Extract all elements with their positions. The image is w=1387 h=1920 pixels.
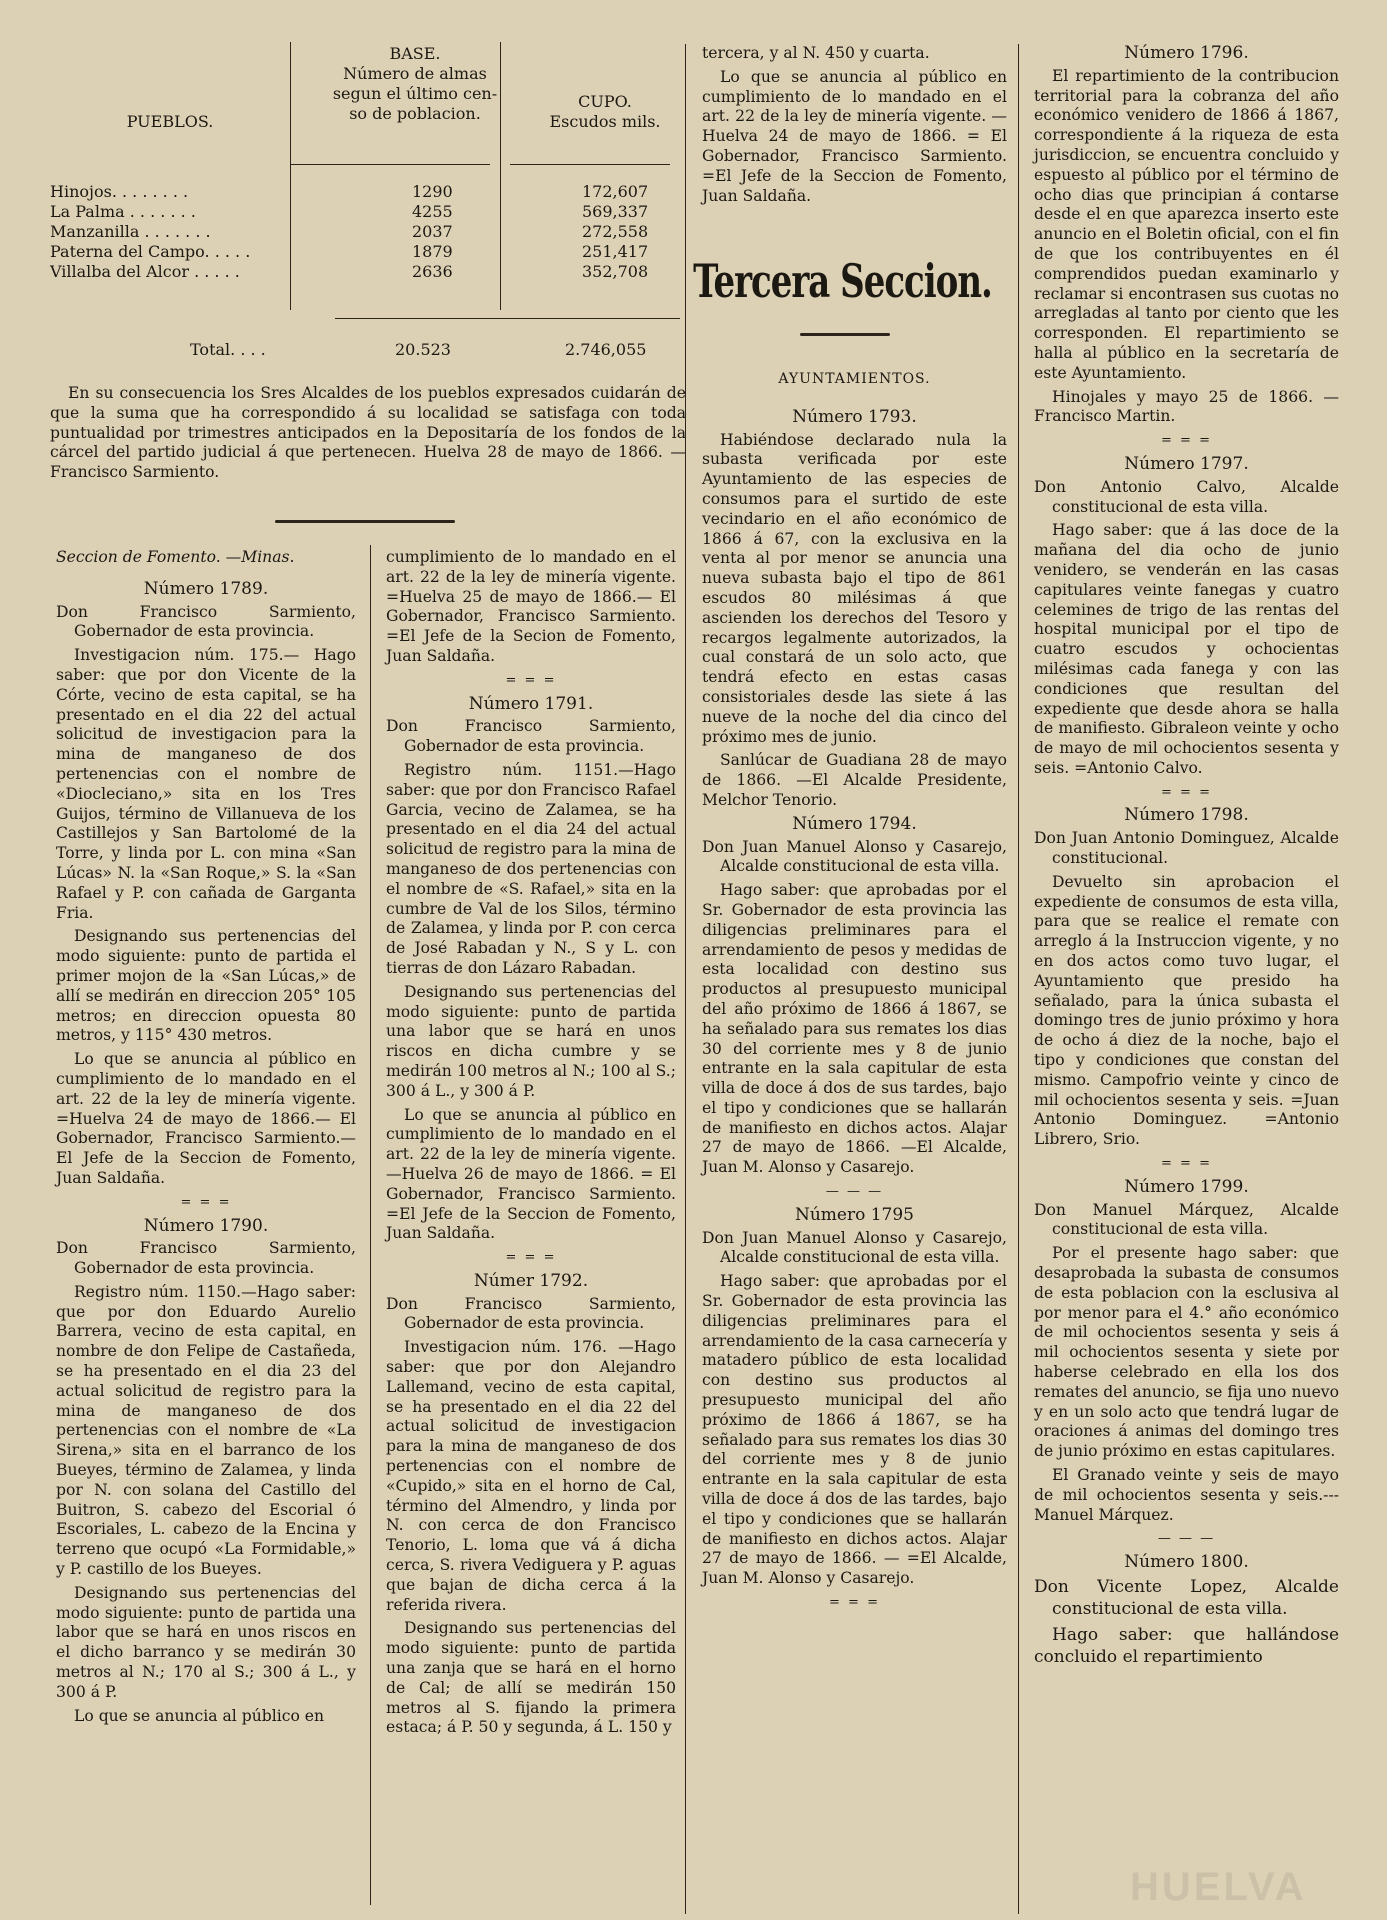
notice-paragraph: Registro núm. 1151.—Hago saber: que por don Francisco Rafael Garcia, vecino de Zalamea, se ha presentado en el dia 24 del actual solicitud de registro para la mina de manganeso de dos pertenencias con el nombre de «S. Rafael,» sita en la cumbre de Val de los Silos, término de Zalamea, y linda por P. con cerca de José Rabadan y N., S y L. con tierras de don Lázaro Rabadan. <box>386 760 676 977</box>
notice-author: Don Francisco Sarmiento, Gobernador de esta provincia. <box>386 1294 676 1333</box>
notice-paragraph: Investigacion núm. 175.— Hago saber: que por don Vicente de la Córte, vecino de esta capital, se ha presentado en el dia 22 del actual solicitud de investigacion para la mina de manganeso de dos pertenencias con el nombre de «Diocleciano,» sita en los Tres Guijos, término de Villanueva de los Castillejos y San Bartolomé de la Torre, y linda por L. con mina «San Lúcas» N. la «San Roque,» S. la «San Rafael y P. con cañada de Garganta Fria. <box>56 646 356 922</box>
archive-stamp: HUELVA <box>1130 1865 1307 1909</box>
notice-paragraph: Lo que se anuncia al público en cumplimiento de lo mandado en el art. 22 de la ley de minería vigente. —Huelva 24 de mayo de 1866. = El Gobernador, Francisco Sarmiento. =El Jefe de la Seccion de Fomento, Juan Saldaña. <box>702 67 1007 205</box>
table-total-row <box>50 340 690 360</box>
cupo-value: 272,558 <box>582 222 649 241</box>
column-4 <box>1034 44 1339 1672</box>
notice-number: Número 1796. <box>1124 43 1249 63</box>
almas-value: 1290 <box>412 182 453 201</box>
ornament-rule <box>275 520 455 523</box>
table-column-rule <box>290 42 291 310</box>
notice-paragraph: Hinojales y mayo 25 de 1866. —Francisco Martin. <box>1034 387 1339 426</box>
header-base-sub2: segun el último cen- <box>332 84 498 103</box>
total-cupo: 2.746,055 <box>565 340 647 359</box>
notice-author: Don Juan Manuel Alonso y Casarejo, Alcalde constitucional de esta villa. <box>702 1228 1007 1267</box>
subsection-heading: AYUNTAMIENTOS. <box>778 371 931 387</box>
pueblo-name: La Palma . . . . . . . <box>50 202 196 221</box>
table-row <box>50 182 690 202</box>
notice-number: Número 1793. <box>792 406 917 427</box>
table-row <box>50 202 690 222</box>
separator: — — — <box>825 1184 884 1200</box>
total-label: Total. . . . <box>190 340 266 359</box>
notice-number: Número 1800. <box>1124 1552 1249 1573</box>
notice-paragraph: Devuelto sin aprobacion el expediente de consumos de esta villa, para que se realice el remate con arreglo á la Instruccion vigente, y no en dos actos como tuvo lugar, el Ayuntamiento que presido ha señalado, para la única subasta el domingo tres de junio próximo y hora de ocho á diez de la noche, bajo el tipo y condiciones que constan del mismo. Campofrio veinte y cinco de mil ochocientos sesenta y seis. =Juan Antonio Dominguez. =Antonio Librero, Srio. <box>1034 872 1339 1149</box>
table-row <box>50 242 690 262</box>
header-cupo: CUPO. <box>578 92 632 111</box>
notice-paragraph: Lo que se anuncia al público en cumplimiento de lo mandado en el art. 22 de la ley de minería vigente. =Huelva 24 de mayo de 1866.— El Gobernador, Francisco Sarmiento.—El Jefe de la Seccion de Fomento, Juan Saldaña. <box>56 1050 356 1187</box>
notice-paragraph: Habiéndose declarado nula la subasta verificada por este Ayuntamiento de las especies de consumos para el surtido de este vecindario en el año económico de 1866 á 67, con la exclusiva en la venta al por menor se anuncia una nueva subasta bajo el tipo de 861 escudos 80 milésimas á que ascienden los derechos del Tesoro y recargos legalmente autorizados, la cual constará de un solo acto, que tendrá efecto en estas casas consistoriales desde las siete á las nueve de la noche del dia cinco del próximo mes de junio. <box>702 430 1007 746</box>
table-row <box>50 222 690 242</box>
notice-paragraph: Hago saber: que aprobadas por el Sr. Gobernador de esta provincia las diligencias preliminares para el arrendamiento de la casa carnecería y matadero público de esta localidad con destino sus productos al presupuesto municipal del año próximo de 1866 á 1867, se ha señalado para sus remates los dias 30 del corriente mes y 8 de junio entrante en la sala capitular de esta villa de doce á dos de las tardes, bajo el tipo y condiciones que se hallarán de manifiesto en dichos actos. Alajar 27 de mayo de 1866. — =El Alcalde, Juan M. Alonso y Casarejo. <box>702 1272 1007 1588</box>
table-row <box>50 262 690 282</box>
column-divider <box>1018 44 1019 1914</box>
notice-paragraph: Hago saber: que á las doce de la mañana del dia ocho de junio venidero, se venderán en las casas capitulares veinte fanegas y cuatro celemines de trigo de las rentas del hospital municipal por el tipo de cuatro escudos y ochocientas milésimas cada fanega y con las condiciones que resultan del expediente que desde ahora se halla de manifiesto. Gibraleon veinte y ocho de mayo de mil ochocientos sesenta y seis. =Antonio Calvo. <box>1034 521 1339 777</box>
table-closing-paragraph <box>50 384 686 487</box>
almas-value: 1879 <box>412 242 453 261</box>
separator: = = = <box>1161 433 1212 449</box>
pueblo-name: Paterna del Campo. . . . . <box>50 242 251 261</box>
notice-paragraph: El repartimiento de la contribucion territorial para la cobranza del año económico venidero de 1866 á 1867, correspondiente á la riqueza de esta jurisdiccion, se encuentra concluido y espuesto al público por el término de ocho dias que principian á contarse desde el en que aparezca inserto este anuncio en el Boletin oficial, con el fin de que los contribuyentes en él comprendidos puedan examinarlo y reclamar si encontrasen sus cuotas no arregladas al tanto por ciento que les corresponden. El repartimiento se halla al público en la secretaría de este Ayuntamiento. <box>1034 66 1339 382</box>
notice-paragraph: Investigacion núm. 176. —Hago saber: que por don Alejandro Lallemand, vecino de esta capital, se ha presentado en el dia 22 del actual solicitud de investigacion para la mina de manganeso de dos pertenencias con el nombre de «Cupido,» sita en el horno de Cal, término del Almendro, y linda por N. con cerca de don Francisco Tenorio, L. loma que vá á dicha cerca, S. rivera Vediguera y P. aguas que bajan de dicha cerca á la referida rivera. <box>386 1338 676 1614</box>
table-header-rule <box>510 164 670 165</box>
header-cupo-sub: Escudos mils. <box>549 112 661 131</box>
column-3 <box>702 366 1007 1615</box>
pueblo-name: Villalba del Alcor . . . . . <box>50 262 240 281</box>
notice-number: Número 1797. <box>1124 453 1249 474</box>
cupo-value: 569,337 <box>582 202 649 221</box>
notice-paragraph: Sanlúcar de Guadiana 28 de mayo de 1866. —El Alcalde Presidente, Melchor Tenorio. <box>702 751 1007 809</box>
separator: = = = <box>1161 784 1212 800</box>
notice-number: Número 1794. <box>792 813 917 834</box>
closing-text: En su consecuencia los Sres Alcaldes de los pueblos expresados cuidarán de que la suma que ha correspondido á su localidad se satisfaga con toda puntualidad por trimestres anticipados en la Depositaría de los fondos de la cárcel del partido judicial á que pertenecen. Huelva 28 de mayo de 1866. —Francisco Sarmiento. <box>50 384 686 482</box>
notice-number: Número 1789. <box>143 578 269 599</box>
separator: = = = <box>829 1595 880 1611</box>
notice-author: Don Manuel Márquez, Alcalde constitucional de esta villa. <box>1034 1200 1339 1239</box>
column-1 <box>56 548 356 1730</box>
almas-value: 2037 <box>412 222 453 241</box>
header-base-sub1: Número de almas <box>343 64 487 83</box>
notice-paragraph: Hago saber: que aprobadas por el Sr. Gobernador de esta provincia las diligencias preliminares para el arrendamiento de pesos y medidas de esta localidad con destino sus productos al presupuesto municipal del año próximo de 1866 á 1867, se ha señalado para sus remates los dias 30 del corriente mes y 8 de junio entrante en la sala capitular de esta villa de doce á dos de sus tardes, bajo el tipo y condiciones que se hallarán de manifiesto en dichos actos. Alajar 27 de mayo de 1866. —El Alcalde, Juan M. Alonso y Casarejo. <box>702 881 1007 1177</box>
cupo-value: 251,417 <box>582 242 649 261</box>
notice-author: Don Juan Antonio Dominguez, Alcalde constitucional. <box>1034 829 1339 868</box>
section-heading: Seccion de Fomento. —Minas. <box>56 548 295 566</box>
almas-value: 2636 <box>412 262 453 281</box>
table-column-rule <box>500 42 501 310</box>
notice-paragraph: Lo que se anuncia al público en cumplimiento de lo mandado en el art. 22 de la ley de minería vigente. —Huelva 26 de mayo de 1866. = El Gobernador, Francisco Sarmiento. =El Jefe de la Seccion de Fomento, Juan Saldaña. <box>386 1105 676 1243</box>
notice-author: Don Francisco Sarmiento, Gobernador de esta provincia. <box>56 602 356 641</box>
header-base-sub3: so de poblacion. <box>349 104 481 123</box>
column-divider <box>685 44 686 1914</box>
notice-paragraph: Por el presente hago saber: que desaprobada la subasta de consumos de esta poblacion con la esclusiva al por menor para el 4.° año económico de mil ochocientos sesenta y seis á mil ochocientos sesenta y siete por haberse celebrado en ella los dos remates del anuncio, se fija uno nuevo y en un solo acto que tendrá lugar de oraciones á animas del domingo tres de junio próximo en estas capitulares. <box>1034 1244 1339 1461</box>
table-total-rule <box>335 318 680 319</box>
section-title: Tercera Seccion. <box>693 255 992 309</box>
notice-paragraph: Hago saber: que hallándose concluido el repartimiento <box>1034 1624 1339 1667</box>
header-base: BASE. <box>389 44 441 63</box>
notice-author: Don Francisco Sarmiento, Gobernador de esta provincia. <box>56 1239 356 1278</box>
notice-number: Número 1799. <box>1124 1176 1249 1197</box>
notice-number: Número 1790. <box>143 1215 269 1236</box>
notice-paragraph: cumplimiento de lo mandado en el art. 22 de la ley de minería vigente. =Huelva 25 de mayo de 1866.— El Gobernador, Francisco Sarmiento. =El Jefe de la Secion de Fomento, Juan Saldaña. <box>386 548 676 665</box>
column-3-top <box>702 44 1007 210</box>
notice-paragraph: Lo que se anuncia al público en <box>74 1706 325 1725</box>
column-2 <box>386 548 676 1742</box>
separator: = = = <box>505 1250 557 1266</box>
notice-paragraph: tercera, y al N. 450 y cuarta. <box>702 44 930 62</box>
notice-paragraph: Designando sus pertenencias del modo siguiente: punto de partida una labor que se hará en unos riscos en dicha cumbre y se medirán 100 metros al N.; 100 al S.; 300 á L., y 300 á P. <box>386 982 676 1100</box>
separator: = = = <box>505 672 557 688</box>
pueblo-name: Hinojos. . . . . . . . <box>50 182 189 201</box>
notice-number: Número 1795 <box>794 1204 915 1225</box>
notice-paragraph: Registro núm. 1150.—Hago saber: que por don Eduardo Aurelio Barrera, vecino de esta capital, en nombre de don Felipe de Castañeda, se ha presentado en el dia 23 del actual solicitud de registro para la mina de manganeso de dos pertenencias con el nombre de «La Sirena,» sita en el barranco de los Bueyes, término de Zalamea, y linda por N. con solana del Castillo del Buitron, S. cabezo del Escorial ó Escoriales, L. cabezo de la Encina y terreno que ocupó «La Formidable,» y P. castillo de los Bueyes. <box>56 1282 356 1579</box>
notice-author: Don Antonio Calvo, Alcalde constitucional de esta villa. <box>1034 477 1339 516</box>
column-divider <box>370 545 371 1905</box>
notice-paragraph: Designando sus pertenencias del modo siguiente: punto de partida una zanja que se hará en el horno de Cal; de allí se medirán 150 metros al S. fijando la primera estaca; á P. 50 y segunda, á L. 150 y <box>386 1619 676 1737</box>
separator: = = = <box>180 1194 232 1210</box>
pueblo-name: Manzanilla . . . . . . . <box>50 222 211 241</box>
notice-paragraph: Designando sus pertenencias del modo siguiente: punto de partida una labor que se hará en unos riscos en el dicho barranco y se medirán 30 metros al N.; 170 al S.; 300 á L., y 300 á P. <box>56 1583 356 1701</box>
almas-value: 4255 <box>412 202 453 221</box>
notice-number: Número 1791. <box>468 693 594 714</box>
notice-paragraph: Designando sus pertenencias del modo siguiente: punto de partida el primer mojon de la «San Lúcas,» de allí se medirán en direccion 205° 105 metros; en direccion opuesta 80 metros, y 115° 430 metros. <box>56 927 356 1045</box>
table-header-rule <box>290 164 490 165</box>
separator: = = = <box>1161 1156 1212 1172</box>
notice-author: Don Francisco Sarmiento, Gobernador de esta provincia. <box>386 717 676 756</box>
notice-author: Don Vicente Lopez, Alcalde constitucional de esta villa. <box>1034 1576 1339 1619</box>
cupo-value: 352,708 <box>582 262 649 281</box>
cupo-value: 172,607 <box>582 182 649 201</box>
notice-paragraph: El Granado veinte y seis de mayo de mil ochocientos sesenta y seis.---Manuel Márquez. <box>1034 1465 1339 1524</box>
ornament-rule <box>800 333 890 336</box>
notice-number: Número 1798. <box>1124 805 1249 826</box>
header-pueblos: PUEBLOS. <box>126 112 214 131</box>
separator: — — — <box>1157 1531 1216 1547</box>
notice-number: Númer 1792. <box>473 1270 589 1291</box>
notice-author: Don Juan Manuel Alonso y Casarejo, Alcalde constitucional de esta villa. <box>702 837 1007 876</box>
total-almas: 20.523 <box>395 340 451 359</box>
